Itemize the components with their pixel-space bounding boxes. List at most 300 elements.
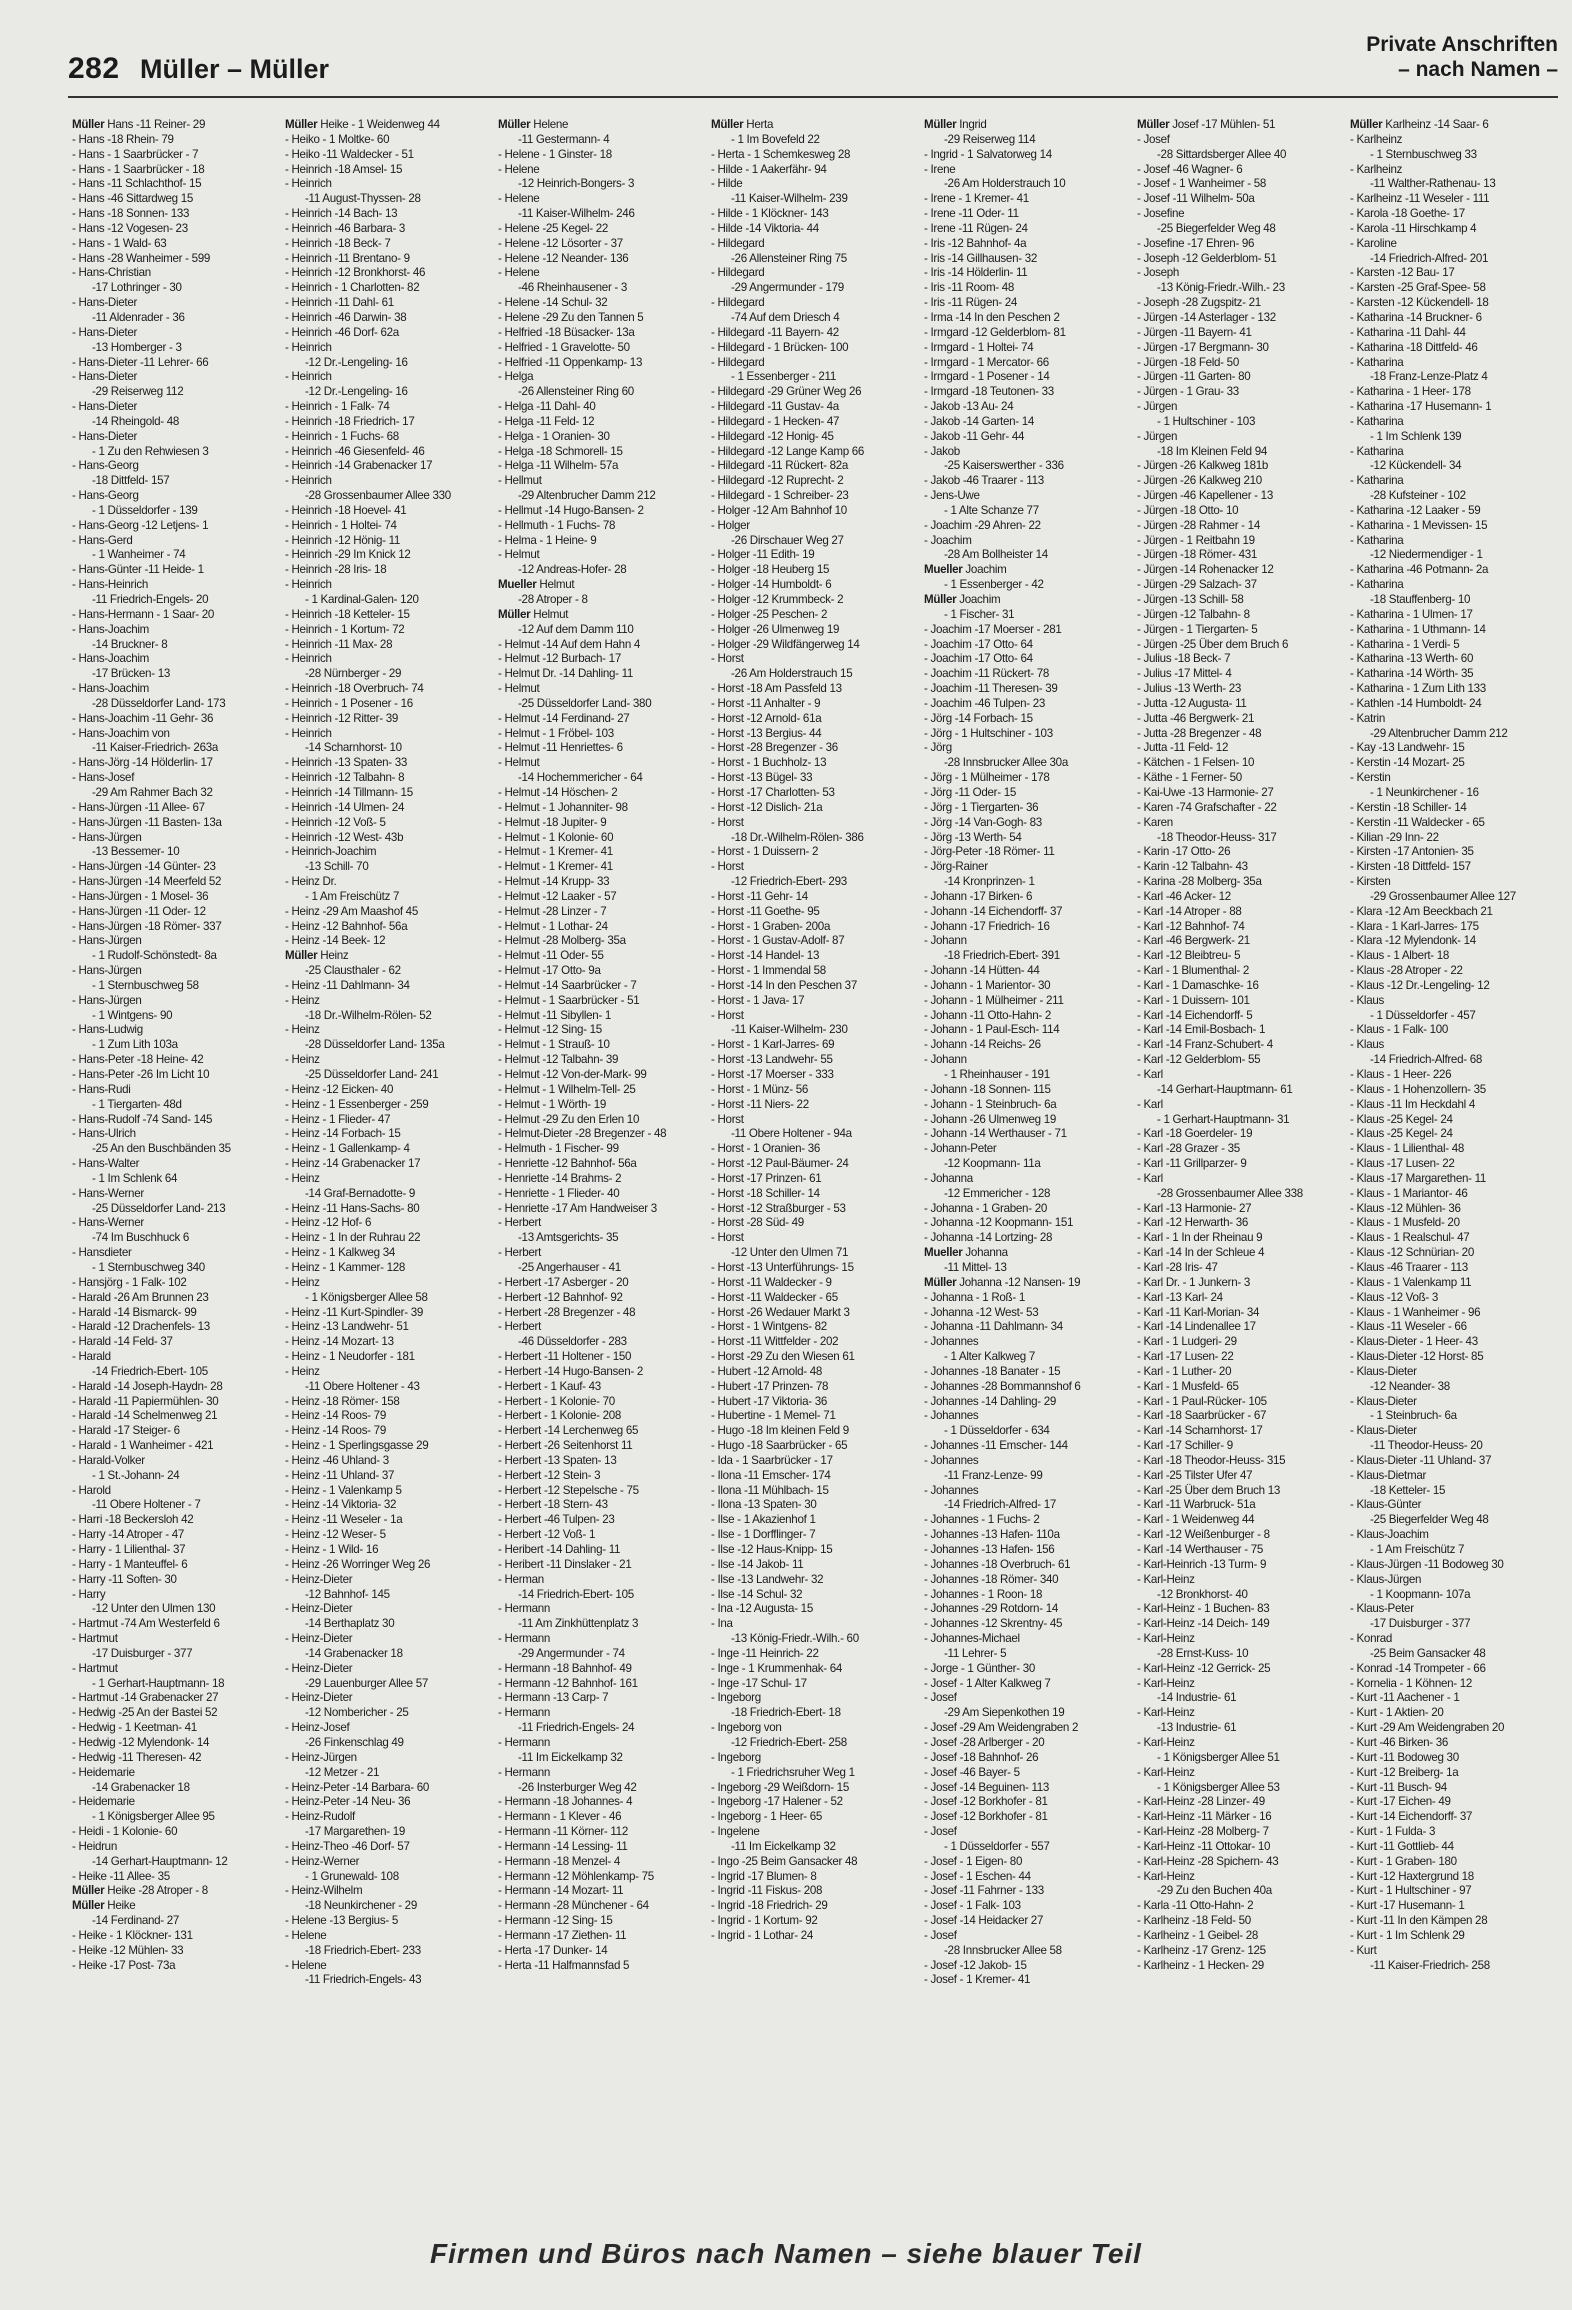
entry-text: - Karl - 1 Luther- 20 xyxy=(1137,1364,1232,1378)
entry-text: - Johann - 1 Mülheimer - 211 xyxy=(924,993,1064,1007)
entry-text: - Hans-Jürgen -11 Basten- 13a xyxy=(72,815,222,829)
entry-text: - Horst -12 Straßburger - 53 xyxy=(711,1201,846,1215)
entry-text: - Hermann -18 Bahnhof- 49 xyxy=(498,1661,632,1675)
listing-entry xyxy=(72,430,280,445)
entry-text: - Jürgen -25 Über dem Bruch 6 xyxy=(1137,637,1289,651)
listing-entry xyxy=(711,1276,919,1291)
entry-text: - Helma - 1 Heine- 9 xyxy=(498,533,597,547)
entry-text: - Karl-Heinz xyxy=(1137,1706,1195,1720)
entry-text: - Hans -46 Sittardweg 15 xyxy=(72,192,194,206)
listing-entry xyxy=(72,801,280,816)
entry-text: - Johannes xyxy=(924,1453,979,1467)
listing-entry xyxy=(72,816,280,831)
listing-entry xyxy=(1137,578,1345,593)
listing-entry xyxy=(711,415,919,430)
surname-heading: Mueller xyxy=(924,563,963,577)
entry-text: - Hermann - 1 Klever - 46 xyxy=(498,1810,622,1824)
entry-text: - 1 Rheinhauser - 191 xyxy=(944,1068,1050,1081)
listing-entry xyxy=(1350,296,1558,311)
entry-text: - Horst xyxy=(711,1112,744,1126)
header-divider xyxy=(68,96,1558,98)
listing-entry xyxy=(72,1825,280,1840)
entry-text: -46 Rheinhausener - 3 xyxy=(518,281,628,295)
listing-entry xyxy=(1137,1409,1345,1424)
listing-entry xyxy=(285,1840,493,1855)
listing-entry xyxy=(285,1662,493,1677)
entry-text: - Horst -18 Schiller- 14 xyxy=(711,1186,820,1200)
listing-entry xyxy=(1350,727,1558,742)
listing-entry xyxy=(285,548,493,563)
entry-text: - Heinz -11 Kurt-Spindler- 39 xyxy=(285,1305,423,1319)
listing-entry xyxy=(285,400,493,415)
entry-text: - 1 Sternbuschweg 33 xyxy=(1370,147,1477,161)
listing-entry xyxy=(711,964,919,979)
entry-text: - Herman xyxy=(498,1572,544,1586)
listing-entry xyxy=(72,1588,280,1603)
listing-entry xyxy=(1137,237,1345,252)
entry-text: - Hermann -17 Ziethen- 11 xyxy=(498,1928,627,1942)
listing-entry xyxy=(711,326,919,341)
listing-entry xyxy=(711,578,919,593)
listing-entry xyxy=(1350,1424,1558,1439)
listing-entry xyxy=(924,964,1132,979)
entry-text: - Heinz xyxy=(285,1053,320,1067)
listing-entry xyxy=(1350,1944,1558,1959)
entry-text: - Kurt xyxy=(1350,1943,1377,1957)
entry-text: - Helga -11 Wilhelm- 57a xyxy=(498,459,619,473)
entry-text: - Jürgen -17 Bergmann- 30 xyxy=(1137,340,1269,354)
entry-text: - Horst -18 Am Passfeld 13 xyxy=(711,682,842,696)
entry-text: - Ingelene xyxy=(711,1825,760,1839)
entry-text: - Josef xyxy=(924,1928,957,1942)
entry-text: - Ilona -13 Spaten- 30 xyxy=(711,1498,817,1512)
entry-text: - Hans-Joachim -11 Gehr- 36 xyxy=(72,711,214,725)
listing-entry xyxy=(72,1172,280,1187)
listing-entry xyxy=(285,1335,493,1350)
entry-text: - Helmut -28 Linzer - 7 xyxy=(498,904,607,918)
listing-entry xyxy=(285,741,493,756)
listing-entry xyxy=(72,1944,280,1959)
entry-text: -14 Gerhart-Hauptmann- 61 xyxy=(1157,1082,1293,1096)
entry-text: -13 Homberger - 3 xyxy=(92,340,182,354)
listing-entry xyxy=(72,474,280,489)
entry-text: -12 Dr.-Lengeling- 16 xyxy=(305,355,408,369)
listing-entry xyxy=(711,370,919,385)
listing-entry xyxy=(1350,682,1558,697)
entry-text: - Hubert -17 Prinzen- 78 xyxy=(711,1379,829,1393)
listing-entry xyxy=(924,1216,1132,1231)
listing-entry xyxy=(711,1127,919,1142)
listing-entry xyxy=(1350,1276,1558,1291)
entry-text: - Jürgen -14 Asterlager - 132 xyxy=(1137,310,1276,324)
listing-entry xyxy=(1137,1528,1345,1543)
listing-entry xyxy=(924,652,1132,667)
entry-text: - Helene xyxy=(498,162,540,176)
entry-text: - Karl -17 Schiller- 9 xyxy=(1137,1439,1233,1453)
listing-entry xyxy=(1137,281,1345,296)
listing-entry xyxy=(1350,1929,1558,1944)
entry-text: - Irene -11 Rügen- 24 xyxy=(924,221,1028,235)
entry-text: -12 Dr.-Lengeling- 16 xyxy=(305,385,408,399)
listing-entry xyxy=(1350,608,1558,623)
entry-text: - Kai-Uwe -13 Harmonie- 27 xyxy=(1137,785,1274,799)
listing-entry xyxy=(72,1810,280,1825)
listing-entry xyxy=(285,1157,493,1172)
listing-entry xyxy=(1137,1870,1345,1885)
listing-entry xyxy=(711,534,919,549)
listing-entry xyxy=(72,712,280,727)
listing-entry xyxy=(285,1588,493,1603)
entry-text: -29 Lauenburger Allee 57 xyxy=(305,1676,429,1690)
entry-text: - Hildegard -12 Lange Kamp 66 xyxy=(711,444,865,458)
listing-entry xyxy=(1350,1884,1558,1899)
entry-text: - Hans-Dieter xyxy=(72,296,138,310)
listing-entry xyxy=(72,1320,280,1335)
entry-text: -25 Biegerfelder Weg 48 xyxy=(1370,1513,1489,1527)
listing-entry xyxy=(1137,400,1345,415)
listing-entry xyxy=(285,1736,493,1751)
entry-text: - Helga -11 Dahl- 40 xyxy=(498,400,596,414)
entry-text: - Hellmut -14 Hugo-Bansen- 2 xyxy=(498,503,644,517)
entry-text: - Ingo -25 Beim Gansacker 48 xyxy=(711,1854,858,1868)
entry-text: - Karl-Heinz - 1 Buchen- 83 xyxy=(1137,1602,1270,1616)
listing-entry xyxy=(1137,296,1345,311)
listing-entry xyxy=(924,237,1132,252)
entry-text: - Hans-Georg xyxy=(72,489,139,503)
entry-text: -12 Nombericher - 25 xyxy=(305,1706,409,1720)
entry-text: - Karl - 1 Paul-Rücker- 105 xyxy=(1137,1394,1267,1408)
listing-entry xyxy=(711,1068,919,1083)
entry-text: - Ingeborg xyxy=(711,1750,761,1764)
entry-text: - Johannes -11 Emscher- 144 xyxy=(924,1439,1068,1453)
entry-text: - Josef -29 Am Weidengraben 2 xyxy=(924,1721,1079,1735)
entry-text: - Helmut - 1 Kremer- 41 xyxy=(498,860,613,874)
entry-text: - Heinrich -29 Im Knick 12 xyxy=(285,548,411,562)
entry-text: - Helmut - 1 Lothar- 24 xyxy=(498,919,608,933)
listing-entry xyxy=(1137,786,1345,801)
entry-text: - Helfried - 1 Gravelotte- 50 xyxy=(498,340,630,354)
entry-text: - Ilse - 1 Akazienhof 1 xyxy=(711,1513,816,1527)
entry-text: - Heinrich -13 Spaten- 33 xyxy=(285,756,408,770)
listing-entry xyxy=(1137,474,1345,489)
listing-entry xyxy=(1350,1855,1558,1870)
entry-text: - Joachim -29 Ahren- 22 xyxy=(924,518,1041,532)
entry-text: - Heinz-Rudolf xyxy=(285,1810,355,1824)
listing-entry xyxy=(285,712,493,727)
listing-entry xyxy=(711,1246,919,1261)
listing-entry xyxy=(498,148,706,163)
listing-entry xyxy=(72,593,280,608)
listing-entry xyxy=(72,1558,280,1573)
listing-entry xyxy=(1137,207,1345,222)
listing-entry xyxy=(1137,148,1345,163)
entry-text: - 1 Sternbuschweg 58 xyxy=(92,978,199,992)
listing-entry xyxy=(285,1469,493,1484)
entry-text: - Hans-Jürgen -14 Meerfeld 52 xyxy=(72,875,222,889)
listing-entry xyxy=(924,1320,1132,1335)
entry-text: - Horst xyxy=(711,652,744,666)
entry-text: - Jürgen -11 Garten- 80 xyxy=(1137,370,1251,384)
entry-text: - Jörg-Peter -18 Römer- 11 xyxy=(924,845,1055,859)
entry-text: - 1 Am Freischütz 7 xyxy=(305,889,400,903)
entry-text: - Helmut -12 Burbach- 17 xyxy=(498,652,621,666)
entry-text: - 1 Steinbruch- 6a xyxy=(1370,1409,1457,1423)
listing-entry xyxy=(1137,1261,1345,1276)
listing-entry xyxy=(498,133,706,148)
entry-text: -29 Zu den Buchen 40a xyxy=(1157,1884,1272,1898)
listing-entry xyxy=(285,964,493,979)
entry-text: - Heinz-Werner xyxy=(285,1854,360,1868)
entry-text: -11 Obere Holtener - 94a xyxy=(731,1127,852,1141)
entry-text: - 1 Essenberger - 211 xyxy=(731,370,836,384)
listing-entry xyxy=(285,1038,493,1053)
listing-entry xyxy=(1137,1469,1345,1484)
entry-text: - Heinz -12 Eicken- 40 xyxy=(285,1082,394,1096)
listing-entry xyxy=(498,667,706,682)
entry-text: - Klaus-Dieter xyxy=(1350,1424,1417,1438)
entry-text: - Karoline xyxy=(1350,236,1397,250)
listing-entry xyxy=(498,1023,706,1038)
listing-entry xyxy=(924,563,1132,578)
listing-entry xyxy=(285,1810,493,1825)
entry-text: - Jürgen xyxy=(1137,400,1178,414)
entry-text: - Henriette -17 Am Handweiser 3 xyxy=(498,1201,657,1215)
entry-text: - Heinrich -12 Ritter- 39 xyxy=(285,711,398,725)
entry-text: - Karl -14 Scharnhorst- 17 xyxy=(1137,1424,1263,1438)
entry-text: - Karl-Heinz xyxy=(1137,1765,1195,1779)
surname-heading: Müller xyxy=(498,118,531,131)
entry-text: - Helmut -11 Sibyllen- 1 xyxy=(498,1008,612,1022)
listing-entry xyxy=(924,177,1132,192)
listing-entry xyxy=(1350,1157,1558,1172)
listing-entry xyxy=(924,801,1132,816)
entry-text: - 1 Düsseldorfer - 139 xyxy=(92,503,198,517)
entry-text: - Johann -14 Hütten- 44 xyxy=(924,964,1040,978)
entry-text: - Johannes -14 Dahling- 29 xyxy=(924,1394,1057,1408)
listing-entry xyxy=(285,341,493,356)
listing-entry xyxy=(285,1009,493,1024)
listing-entry xyxy=(1137,1083,1345,1098)
entry-text: - Hansdieter xyxy=(72,1246,132,1260)
entry-text: - Heinz - 1 Sperlingsgasse 29 xyxy=(285,1439,429,1453)
listing-entry xyxy=(72,1884,280,1899)
entry-text: - Klaus-Dietmar xyxy=(1350,1468,1427,1482)
entry-text: - Karl -28 Grazer - 35 xyxy=(1137,1142,1240,1156)
entry-text: - 1 Hultschiner - 103 xyxy=(1157,414,1256,428)
entry-text: Helene xyxy=(533,118,569,131)
listing-entry xyxy=(498,1736,706,1751)
listing-entry xyxy=(498,638,706,653)
listing-entry xyxy=(924,1469,1132,1484)
listing-entry xyxy=(924,667,1132,682)
entry-text: - Helga - 1 Oranien- 30 xyxy=(498,429,610,443)
listing-entry xyxy=(924,1068,1132,1083)
listing-entry xyxy=(498,445,706,460)
entry-text: -26 Insterburger Weg 42 xyxy=(518,1780,637,1794)
entry-text: -28 Kufsteiner - 102 xyxy=(1370,489,1466,503)
listing-entry xyxy=(924,222,1132,237)
listing-entry xyxy=(1350,786,1558,801)
entry-text: - Hans-Dieter -11 Lehrer- 66 xyxy=(72,355,209,369)
listing-entry xyxy=(285,1721,493,1736)
entry-text: -17 Duisburger - 377 xyxy=(92,1646,193,1660)
entry-text: - Jürgen -18 Römer- 431 xyxy=(1137,548,1258,562)
listing-column xyxy=(285,118,493,2228)
listing-entry xyxy=(924,920,1132,935)
listing-entry xyxy=(285,1558,493,1573)
entry-text: - Katharina - 1 Zum Lith 133 xyxy=(1350,682,1486,696)
entry-text: - Karl -14 Lindenallee 17 xyxy=(1137,1320,1256,1334)
listing-entry xyxy=(285,1113,493,1128)
entry-text: -13 Amtsgerichts- 35 xyxy=(518,1231,619,1245)
listing-entry xyxy=(1350,1825,1558,1840)
entry-text: -14 Grabenacker 18 xyxy=(305,1646,403,1660)
listing-entry xyxy=(924,1914,1132,1929)
listing-entry xyxy=(924,1498,1132,1513)
entry-text: - Konrad -14 Trompeter - 66 xyxy=(1350,1661,1486,1675)
entry-text: - Josef - 1 Kremer- 41 xyxy=(924,1973,1031,1987)
entry-text: - Heinrich xyxy=(285,726,332,740)
listing-entry xyxy=(1137,1602,1345,1617)
entry-text: - Hartmut xyxy=(72,1632,118,1646)
entry-text: - Herbert -12 Bahnhof- 92 xyxy=(498,1290,623,1304)
entry-text: - Klaus - 1 Realschul- 47 xyxy=(1350,1231,1470,1245)
entry-text: - Hans-Jürgen -14 Günter- 23 xyxy=(72,860,216,874)
listing-entry xyxy=(1137,1543,1345,1558)
entry-text: - Kay -13 Landwehr- 15 xyxy=(1350,741,1465,755)
entry-text: - Johann -14 Werthauser - 71 xyxy=(924,1127,1067,1141)
listing-column xyxy=(1350,118,1558,2228)
listing-entry xyxy=(1137,548,1345,563)
entry-text: - Jürgen -18 Feld- 50 xyxy=(1137,355,1239,369)
listing-entry xyxy=(72,1706,280,1721)
listing-entry xyxy=(72,1766,280,1781)
entry-text: - Klaus - 1 Falk- 100 xyxy=(1350,1023,1449,1037)
entry-text: -26 Dirschauer Weg 27 xyxy=(731,533,844,547)
listing-entry xyxy=(1350,504,1558,519)
listing-entry xyxy=(711,1558,919,1573)
listing-entry xyxy=(72,964,280,979)
entry-text: - Horst xyxy=(711,815,744,829)
listing-entry xyxy=(498,905,706,920)
entry-text: - Katharina xyxy=(1350,355,1404,369)
entry-text: - Heinrich xyxy=(285,652,332,666)
entry-text: - Klaus-Dieter -12 Horst- 85 xyxy=(1350,1350,1484,1364)
entry-text: - Herta -11 Halfmannsfad 5 xyxy=(498,1958,630,1972)
listing-entry xyxy=(285,281,493,296)
listing-entry xyxy=(711,1929,919,1944)
entry-text: - Johann - 1 Marientor- 30 xyxy=(924,978,1051,992)
entry-text: - Kurt -29 Am Weidengraben 20 xyxy=(1350,1721,1505,1735)
listing-entry xyxy=(924,356,1132,371)
entry-text: - Horst -17 Charlotten- 53 xyxy=(711,785,835,799)
entry-text: - Harry - 1 Manteuffel- 6 xyxy=(72,1557,188,1571)
surname-heading: Müller xyxy=(72,118,105,131)
entry-text: - Horst -11 Niers- 22 xyxy=(711,1097,809,1111)
entry-text: - Heinz -18 Römer- 158 xyxy=(285,1394,400,1408)
listing-entry xyxy=(1350,1291,1558,1306)
listing-entry xyxy=(72,905,280,920)
listing-entry xyxy=(924,370,1132,385)
entry-text: - Hubert -12 Arnold- 48 xyxy=(711,1364,823,1378)
listing-entry xyxy=(72,266,280,281)
listing-entry xyxy=(72,1350,280,1365)
entry-text: - Johannes -29 Rotdorn- 14 xyxy=(924,1602,1058,1616)
entry-text: -18 Dittfeld- 157 xyxy=(92,474,170,488)
listing-entry xyxy=(711,504,919,519)
entry-text: - Heinz - 1 Valenkamp 5 xyxy=(285,1483,402,1497)
listing-entry xyxy=(924,415,1132,430)
listing-entry xyxy=(498,1498,706,1513)
listing-entry xyxy=(924,1291,1132,1306)
listing-entry xyxy=(72,504,280,519)
entry-text: - Heinz-Dieter xyxy=(285,1691,353,1705)
listing-entry xyxy=(711,1855,919,1870)
listing-entry xyxy=(711,1736,919,1751)
listing-entry xyxy=(711,1810,919,1825)
entry-text: - Ingrid -18 Friedrich- 29 xyxy=(711,1899,828,1913)
listing-entry xyxy=(72,489,280,504)
entry-text: - Hildegard - 1 Hecken- 47 xyxy=(711,414,840,428)
entry-text: - Helene -13 Bergius- 5 xyxy=(285,1914,398,1928)
listing-entry xyxy=(285,430,493,445)
entry-text: - Johann - 1 Steinbruch- 6a xyxy=(924,1097,1057,1111)
entry-text: - Johanna -12 West- 53 xyxy=(924,1305,1039,1319)
listing-entry xyxy=(1350,1914,1558,1929)
entry-text: - Josef -28 Arlberger - 20 xyxy=(924,1735,1045,1749)
entry-text: - Heinrich -14 Ulmen- 24 xyxy=(285,800,405,814)
entry-text: - Kerstin xyxy=(1350,771,1391,785)
entry-text: - Helene xyxy=(285,1928,327,1942)
listing-entry xyxy=(285,593,493,608)
entry-text: - Josef -11 Fahrner - 133 xyxy=(924,1884,1044,1898)
listing-entry xyxy=(1350,905,1558,920)
listing-entry xyxy=(498,1766,706,1781)
entry-text: -28 Sittardsberger Allee 40 xyxy=(1157,147,1287,161)
entry-text: -12 Niedermendiger - 1 xyxy=(1370,548,1483,562)
listing-entry xyxy=(498,786,706,801)
listing-entry xyxy=(498,1944,706,1959)
entry-text: - Hermann xyxy=(498,1632,551,1646)
entry-text: - Horst -28 Bregenzer - 36 xyxy=(711,741,838,755)
entry-text: -14 Graf-Bernadotte- 9 xyxy=(305,1186,416,1200)
listing-entry xyxy=(1350,519,1558,534)
entry-text: - Jorge - 1 Günther- 30 xyxy=(924,1661,1036,1675)
listing-entry xyxy=(924,934,1132,949)
listing-entry xyxy=(72,356,280,371)
listing-entry xyxy=(72,1855,280,1870)
entry-text: Hans -11 Reiner- 29 xyxy=(107,118,206,131)
listing-entry xyxy=(711,593,919,608)
entry-text: - Jürgen - 1 Grau- 33 xyxy=(1137,385,1239,399)
entry-text: - Johanna -12 Koopmann- 151 xyxy=(924,1216,1074,1230)
entry-text: - Kirsten xyxy=(1350,875,1391,889)
listing-entry xyxy=(924,1691,1132,1706)
entry-text: - Heinrich-Joachim xyxy=(285,845,377,859)
listing-entry xyxy=(1137,534,1345,549)
entry-text: - Jürgen -14 Rohenacker 12 xyxy=(1137,563,1274,577)
listing-entry xyxy=(285,756,493,771)
listing-entry xyxy=(711,400,919,415)
entry-text: - 1 Sternbuschweg 340 xyxy=(92,1260,205,1274)
entry-text: - Karlheinz xyxy=(1350,132,1403,146)
listing-entry xyxy=(498,207,706,222)
entry-text: - Helmut -18 Jupiter- 9 xyxy=(498,815,607,829)
entry-text: - Helmuth - 1 Fischer- 99 xyxy=(498,1142,619,1156)
entry-text: - Kornelia - 1 Köhnen- 12 xyxy=(1350,1676,1473,1690)
listing-entry xyxy=(498,534,706,549)
entry-text: - Heike -12 Mühlen- 33 xyxy=(72,1943,184,1957)
